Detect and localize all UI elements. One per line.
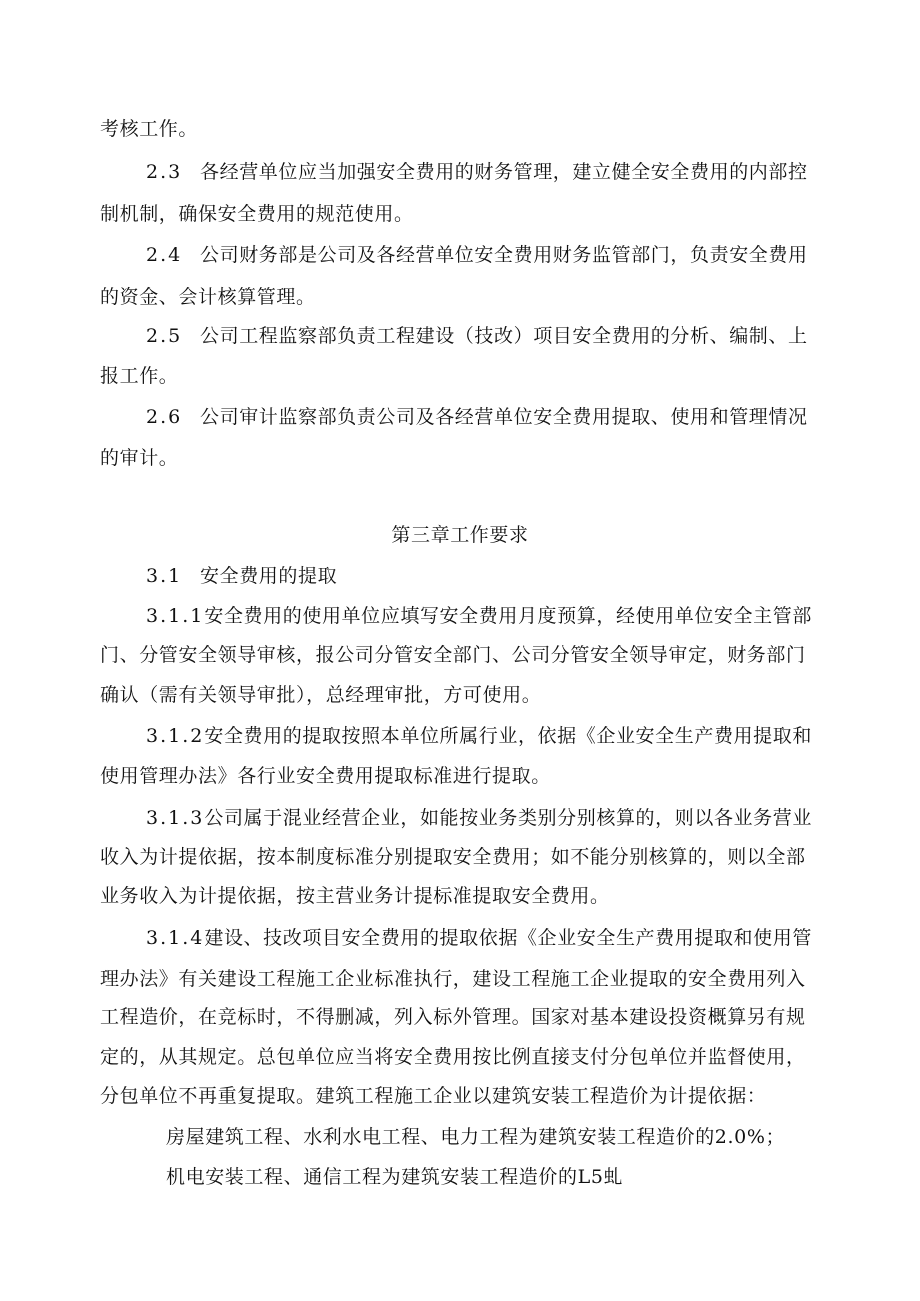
clause-3-1-3-line-1 [146, 806, 812, 830]
clause-3-1-1-line-1 [146, 604, 812, 628]
clause-3-1-1-line-2: 门、分管安全领导审核，报公司分管安全部门、公司分管安全领导审定，财务部门 [100, 644, 806, 666]
clause-number: 2.6 [146, 406, 183, 428]
clause-2-5-line-1 [146, 324, 808, 348]
clause-number: 3.1.4 [146, 927, 205, 949]
rate-item-1: 房屋建筑工程、水利水电工程、电力工程为建筑安装工程造价的2.0%； [166, 1126, 786, 1148]
clause-3-1-4-line-5: 分包单位不再重复提取。建筑工程施工企业以建筑安装工程造价为计提依据： [100, 1085, 767, 1107]
clause-text: 公司属于混业经营企业，如能按业务类别分别核算的，则以各业务营业 [204, 807, 812, 829]
clause-3-1-2-line-2: 使用管理办法》各行业安全费用提取标准进行提取。 [100, 765, 551, 787]
clause-3-1-3-line-3: 业务收入为计提依据，按主营业务计提标准提取安全费用。 [100, 885, 610, 907]
clause-3-1-line-1 [146, 564, 337, 588]
clause-number: 3.1 [146, 565, 183, 587]
chapter-heading: 第三章工作要求 [391, 524, 529, 546]
clause-2-6-line-1 [146, 405, 808, 429]
clause-text: 安全费用的提取按照本单位所属行业，依据《企业安全生产费用提取和 [204, 725, 812, 747]
clause-text: 公司审计监察部负责公司及各经营单位安全费用提取、使用和管理情况 [200, 406, 808, 428]
rate-item-2: 机电安装工程、通信工程为建筑安装工程造价的L5虬 [166, 1166, 624, 1188]
clause-2-3-line-1 [146, 160, 808, 184]
clause-2-3-line-2: 制机制，确保安全费用的规范使用。 [100, 203, 414, 225]
clause-number: 2.4 [146, 244, 183, 266]
clause-2-6-line-2: 的审计。 [100, 447, 179, 469]
clause-text: 安全费用的提取 [200, 565, 338, 587]
clause-3-1-3-line-2: 收入为计提依据，按本制度标准分别提取安全费用；如不能分别核算的，则以全部 [100, 846, 806, 868]
clause-text: 安全费用的使用单位应填写安全费用月度预算，经使用单位安全主管部 [204, 605, 812, 627]
clause-2-4-line-1 [146, 243, 808, 267]
clause-3-1-4-line-2: 理办法》有关建设工程施工企业标准执行，建设工程施工企业提取的安全费用列入 [100, 968, 806, 990]
clause-text: 公司工程监察部负责工程建设（技改）项目安全费用的分析、编制、上 [200, 325, 808, 347]
clause-2-4-line-2: 的资金、会计核算管理。 [100, 286, 316, 308]
clause-3-1-4-line-3: 工程造价，在竞标时，不得删减，列入标外管理。国家对基本建设投资概算另有规 [100, 1006, 806, 1028]
clause-text: 公司财务部是公司及各经营单位安全费用财务监管部门，负责安全费用 [200, 244, 808, 266]
clause-3-1-4-line-1 [146, 926, 812, 950]
clause-3-1-4-line-4: 定的，从其规定。总包单位应当将安全费用按比例直接支付分包单位并监督使用， [100, 1046, 806, 1068]
clause-number: 2.3 [146, 161, 183, 183]
clause-number: 2.5 [146, 325, 183, 347]
clause-number: 3.1.1 [146, 605, 205, 627]
clause-2-5-line-2: 报工作。 [100, 365, 179, 387]
clause-3-1-2-line-1 [146, 724, 812, 748]
clause-text: 建设、技改项目安全费用的提取依据《企业安全生产费用提取和使用管 [204, 927, 812, 949]
clause-3-1-1-line-3: 确认（需有关领导审批），总经理审批，方可使用。 [100, 684, 542, 706]
clause-text: 各经营单位应当加强安全费用的财务管理，建立健全安全费用的内部控 [200, 161, 808, 183]
clause-number: 3.1.2 [146, 725, 205, 747]
clause-number: 3.1.3 [146, 807, 205, 829]
text-line: 考核工作。 [100, 118, 199, 140]
